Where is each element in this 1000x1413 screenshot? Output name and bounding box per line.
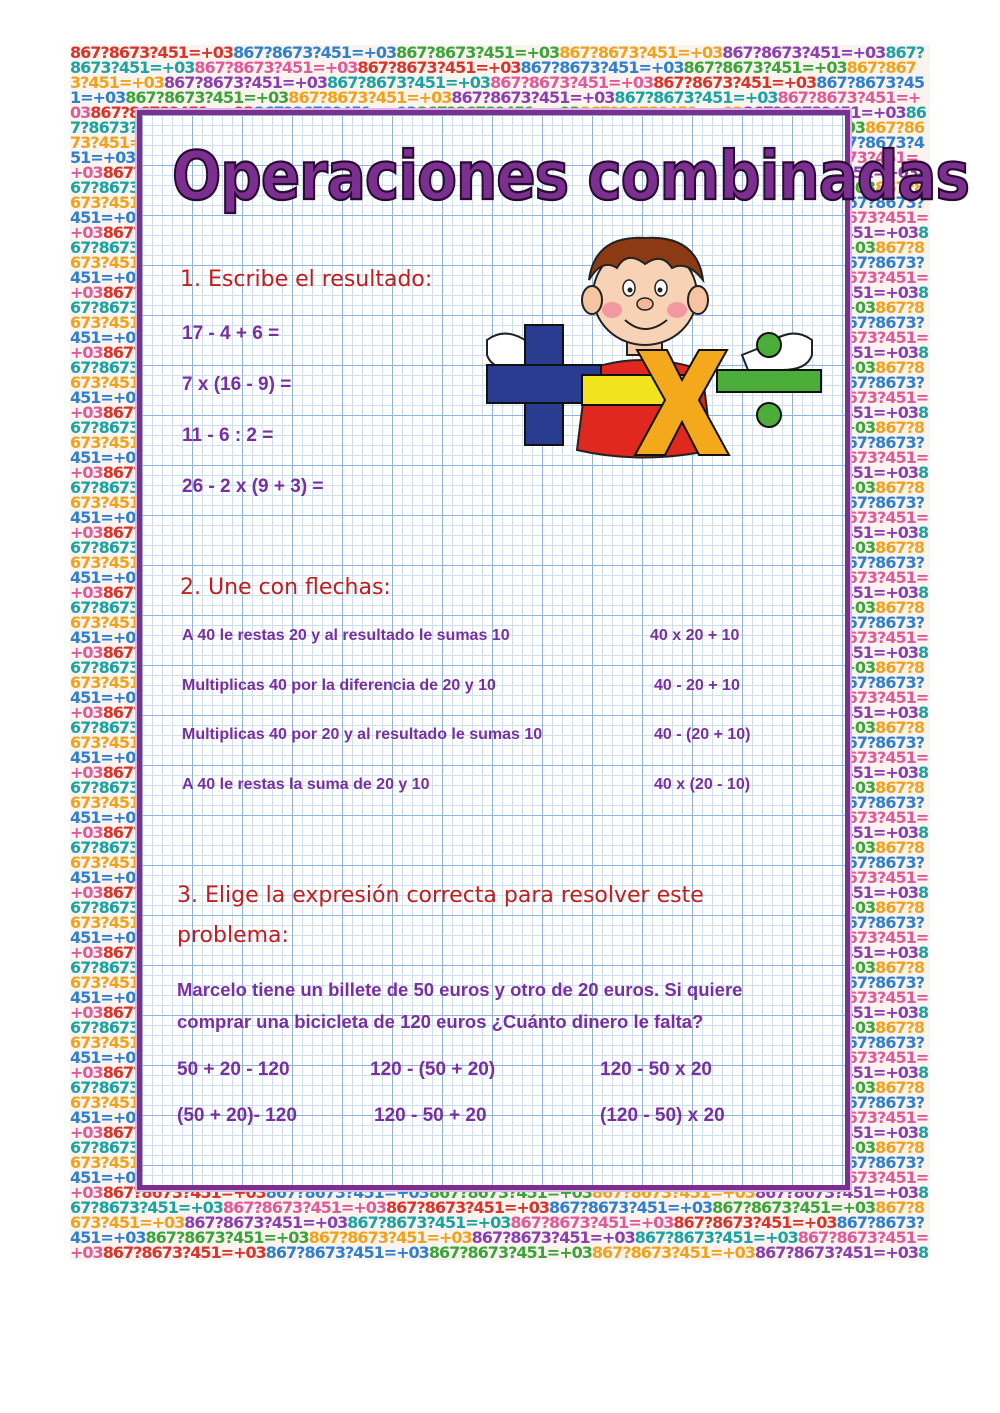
option-item: (50 + 20)- 120: [177, 1105, 297, 1126]
exercise-item: 7 x (16 - 9) =: [182, 374, 292, 395]
section3-heading: 3. Elige la expresión correcta para resolver este: [177, 883, 704, 908]
section2-heading: 2. Une con flechas:: [180, 575, 391, 600]
page-title: Operaciones combinadas: [172, 137, 970, 216]
section3-heading-line2: problema:: [177, 923, 289, 948]
match-right-item: 40 - 20 + 10: [654, 677, 740, 694]
exercise-item: 11 - 6 : 2 =: [182, 425, 274, 446]
option-item: (120 - 50) x 20: [600, 1105, 725, 1126]
number-pattern: 867?8673?451=+03867?8673?451=+03867?8673?451=+03867?8673?451=+03867?8673?451=+03867?8673?451=+03867?8673?451=+03867?8673?451=+03867?8673?451=+03867?8673?451=+03867?8673?451=+03867?8673?451=+03867?8673?451=+03867?8673?451=+03867?8673?451=+03867?8673?451=+03867?8673?451=+03867?8673?451=+03867?8673?451=+03867?8673?451=+03867?8673?451=+03867?8 1=+03867?8673? 3867?8673?451= 7?8673?451=+03 73?451=+03867 51=+03867?8673 03867?8673?451 67?8673?451=+0 673?451=+03867 51=+03867?8673 03867?8673?451 67?8673?451=+0 673?451=+03867 51=+03867?8673 03867?8673?451 67?8673?451=+0 673?451=+03867 51=+03867?8673 03867?8673?451 67?8673?451=+0 673?451=+03867 51=+03867?8673 03867?8673?451 67?8673?451=+0 673?451=+03867 51=+03867?8673 03867?8673?451 67?8673?451=+0 673?451=+03867 51=+03867?8673 03867?8673?451 67?8673?451=+0 673?451=+03867 51=+03867?8673 03867?8673?451 67?8673?451=+0 673?451=+03867 51=+03867?8673 03867?8673?451 67?8673?451=+0 673?451=+03867 51=+03867?8673 03867?8673?451 67?8673?451=+0 673?451=+03867 51=+03867?8673 03867?8673?451 67?8673?451=+0 673?451=+03867 51=+03867?8673 03867?8673?451 67?8673?451=+0 673?451=+03867 51=+03867?8673 03867?8673?451 67?8673?451=+0 673?451=+03867 51=+03867?8673 03867?8673?451 67?8673?451=+0 673?451=+03867 51=+03867?8673 03867?8673?451 67?8673?451=+0 673?451=+03867 51=+03867?8673 03867?8673?451 67?8673?451=+0 673?451=+03867 51=+03867?8673 03867?8673?451 67?8673?451=+0 673?451=+03867?8673?451=+03867?8673?451=+03867?8673?451=+03867?8673?451=+03867?8673?451=+03867?8673?451=+03867?8673?451=+03867?8673?451=+03867?8673?451=+03867?8673?451=+03867?8673?451=+03867?8673?451=+03867?8673?451=+03867?8673?451=+03867?8673?451=+03867?8673?451=+03867?8673?451=+03867?8673?451=+03867?8673?451=+03867?8673?451=+03867?8673?451=+03867?8673?451=+03867?8673?451=+03867?8673?451=+03867?8673?451=+03867?8673?451=+038: [70, 45, 929, 1260]
match-right-item: 40 - (20 + 10): [654, 726, 751, 743]
match-left-item: A 40 le restas la suma de 20 y 10: [182, 776, 430, 793]
exercise-item: 26 - 2 x (9 + 3) =: [182, 476, 324, 497]
boy-with-math-symbols-illustration: [477, 230, 822, 470]
section1-heading: 1. Escribe el resultado:: [180, 267, 433, 292]
match-right-item: 40 x (20 - 10): [654, 776, 751, 793]
option-item: 120 - 50 x 20: [600, 1059, 712, 1080]
option-item: 120 - (50 + 20): [370, 1059, 496, 1080]
option-item: 120 - 50 + 20: [374, 1105, 487, 1126]
match-left-item: Multiplicas 40 por 20 y al resultado le sumas 10: [182, 726, 543, 743]
match-right-item: 40 x 20 + 10: [650, 627, 740, 644]
option-item: 50 + 20 - 120: [177, 1059, 290, 1080]
problem-text: Marcelo tiene un billete de 50 euros y otro de 20 euros. Si quiere: [177, 979, 743, 1000]
worksheet: [137, 110, 970, 1190]
problem-text: comprar una bicicleta de 120 euros ¿Cuánto dinero le falta?: [177, 1011, 704, 1032]
exercise-item: 17 - 4 + 6 =: [182, 323, 280, 344]
match-left-item: Multiplicas 40 por la diferencia de 20 y 10: [182, 677, 496, 694]
match-left-item: A 40 le restas 20 y al resultado le sumas 10: [182, 627, 510, 644]
